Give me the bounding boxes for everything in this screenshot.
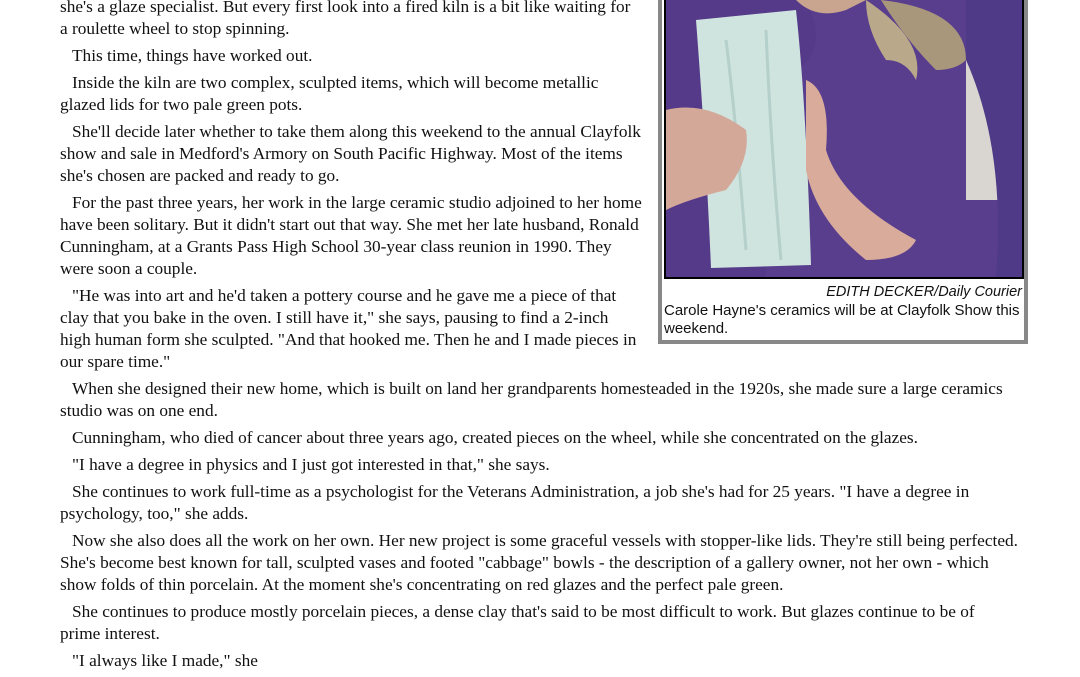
article-body: [60, 0, 1022, 677]
photo-box: [658, 0, 1028, 344]
paragraph: "I have a degree in physics and I just got interested in that," she says.: [72, 455, 550, 474]
paragraph: She continues to produce mostly porcelain pieces, a dense clay that's said to be most difficult to work. But glazes continue to be of prime interest.: [60, 602, 975, 643]
paragraph: Cunningham, who died of cancer about three years ago, created pieces on the wheel, while she concentrated on the glazes.: [72, 428, 918, 447]
paragraph: This time, things have worked out.: [72, 46, 313, 65]
paragraph: Inside the kiln are two complex, sculpted items, which will become metallic glazed lids for two pale green pots.: [60, 73, 599, 114]
photo-woman-holding-vase: [664, 0, 1024, 279]
paragraph: When she designed their new home, which is built on land her grandparents homesteaded in the 1920s, she made sure a large ceramics studio was on one end.: [60, 379, 1003, 420]
photo-credit: EDITH DECKER/Daily Courier: [826, 284, 1022, 300]
paragraph: For the past three years, her work in the large ceramic studio adjoined to her home have been solitary. But it didn't start out that way. She met her late husband, Ronald Cunningham, at a Grants Pass High School 30-year class reunion in 1990. They were soon a couple.: [60, 193, 642, 278]
paragraph: She'll decide later whether to take them along this weekend to the annual Clayfolk show and sale in Medford's Armory on South Pacific Highway. Most of the items she's chosen are packed and ready to go.: [60, 122, 641, 185]
photo-caption: Carole Hayne's ceramics will be at Clayfolk Show this weekend.: [664, 302, 1020, 337]
paragraph: She continues to work full-time as a psychologist for the Veterans Administration, a job she's had for 25 years. "I have a degree in psychology, too," she adds.: [60, 482, 970, 523]
paragraph: "He was into art and he'd taken a pottery course and he gave me a piece of that clay that you bake in the oven. I still have it," she says, pausing to find a 2-inch high human form she sculpted. "And that hooked me. Then he and I made pieces in our spare time.": [60, 286, 637, 371]
paragraph: "I always like I made," she: [72, 651, 258, 670]
paragraph: she's a glaze specialist. But every first look into a fired kiln is a bit like waiting for a roulette wheel to stop spinning.: [60, 0, 631, 38]
paragraph: Now she also does all the work on her own. Her new project is some graceful vessels with stopper-like lids. They're still being perfected. She's become best known for tall, sculpted vases and footed "cabbage" bowls - the description of a gallery owner, not her own - which show folds of thin porcelain. At the moment she's concentrating on red glazes and the perfect pale green.: [60, 531, 1018, 594]
photo-image: [666, 0, 1022, 277]
